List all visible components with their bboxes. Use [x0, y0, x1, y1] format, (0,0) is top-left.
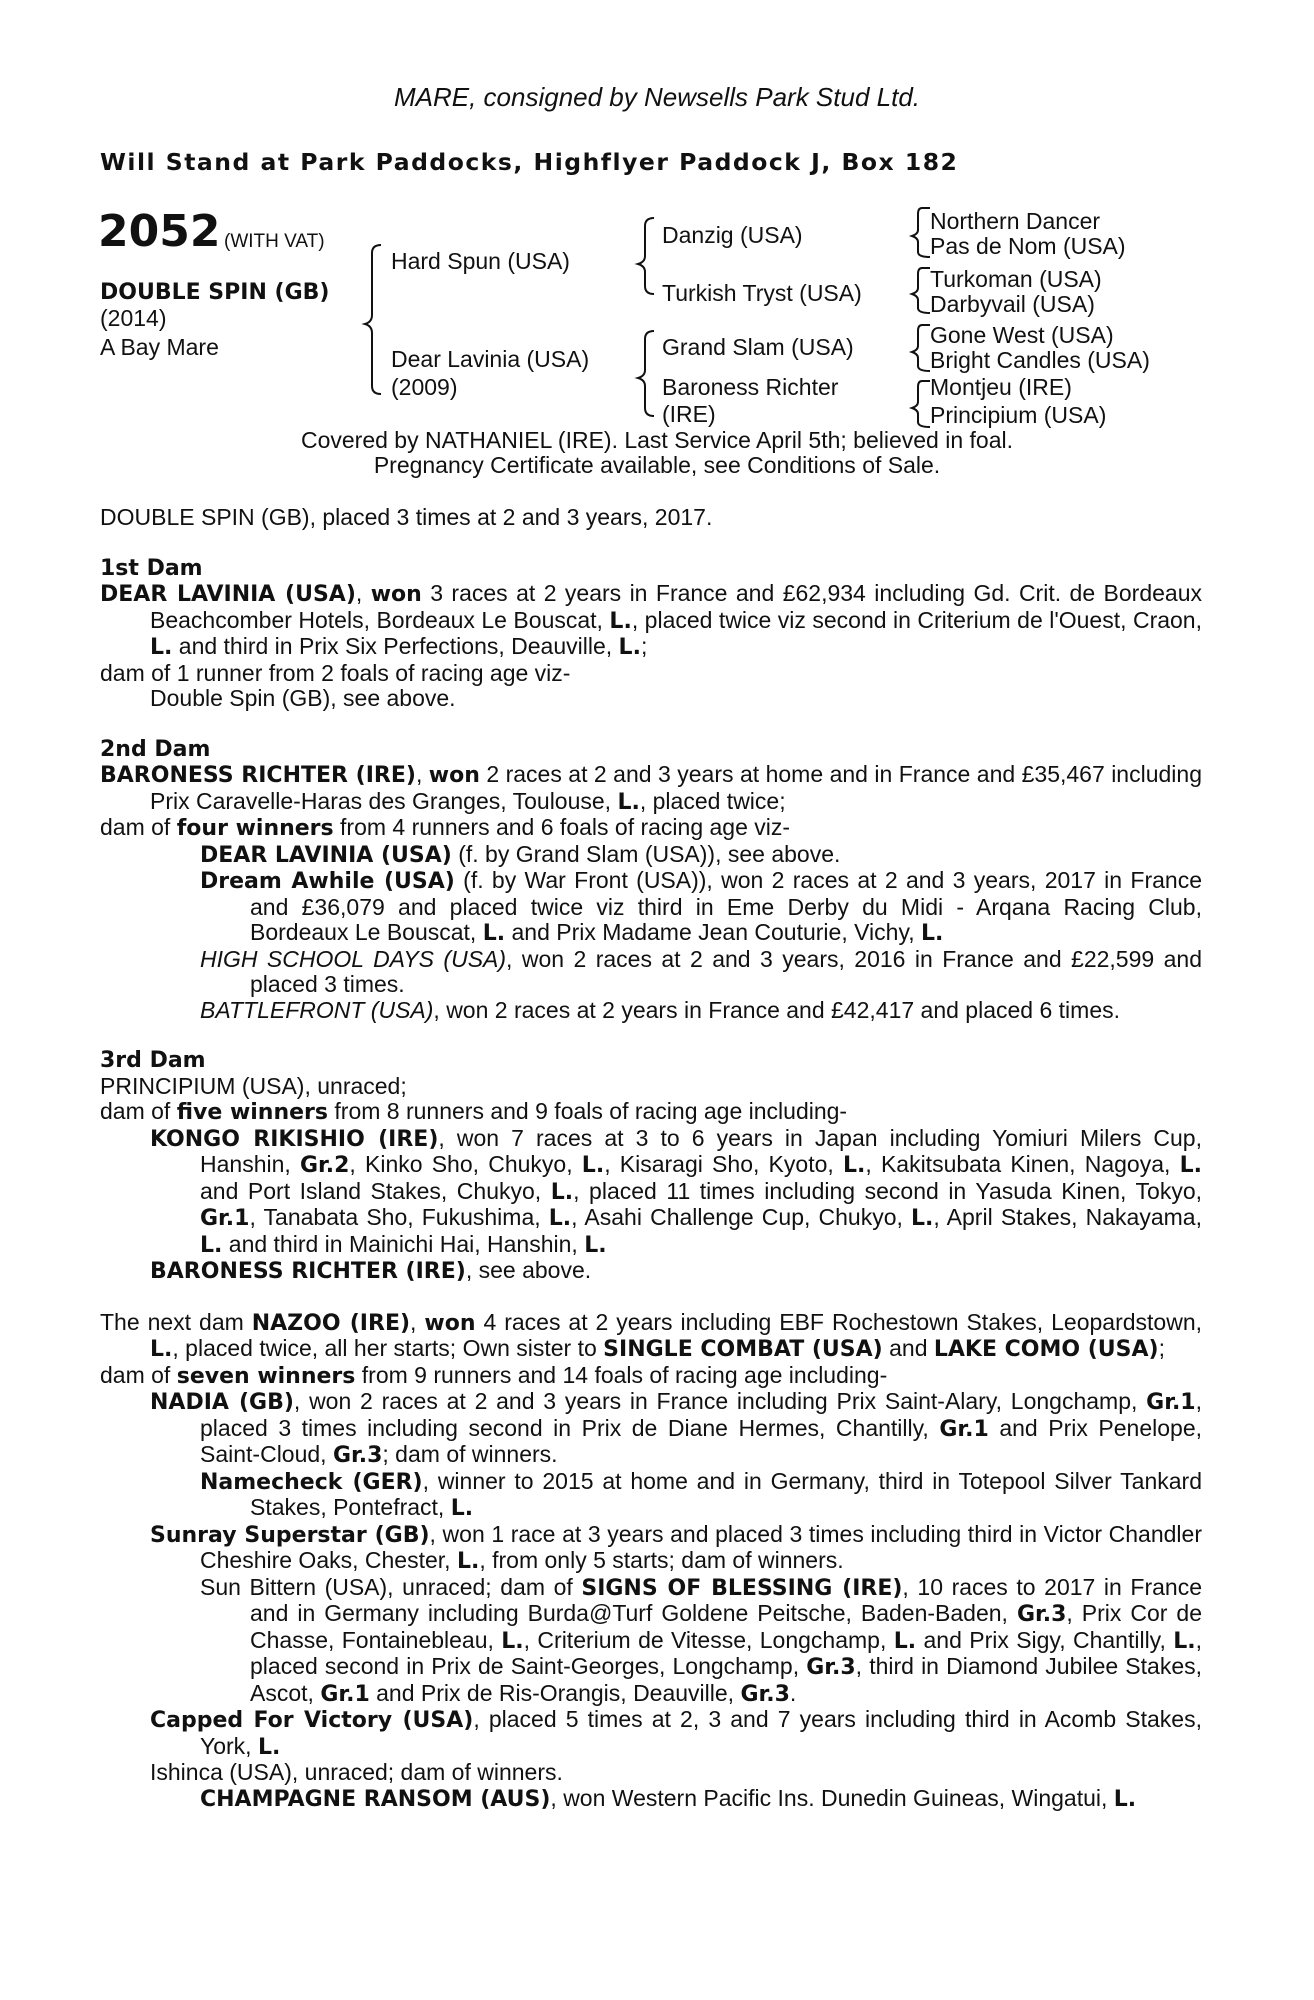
next-dam-progeny-nadia: NADIA (GB), won 2 races at 2 and 3 years in France including Prix Saint-Alary, Longchamp, Gr.1, placed 3 times including second in Prix de Diane Hermes, Chantilly, Gr.1 and Prix Penelope, Saint-Cloud, Gr.3; dam of winners. [150, 1388, 1202, 1468]
third-dam-progeny-1: KONGO RIKISHIO (IRE), won 7 races at 3 to 6 years in Japan including Yomiuri Milers Cup, Hanshin, Gr.2, Kinko Sho, Chukyo, L., Kisaragi Sho, Kyoto, L., Kakitsubata Kinen, Nagoya, L. and Port Island Stakes, Chukyo, L., placed 11 times including second in Yasuda Kinen, Tokyo, Gr.1, Tanabata Sho, Fukushima, L., Asahi Challenge Cup, Chukyo, L., April Stakes, Nakayama, L. and third in Mainichi Hai, Hanshin, L. [150, 1124, 1203, 1258]
first-dam-record: DEAR LAVINIA (USA), won 3 races at 2 years in France and £62,934 including Gd. Crit. de Bordeaux Beachcomber Hotels, Bordeaux Le Bouscat, L., placed twice viz second in Criterium de l'Ouest, Craon, L. and third in Prix Six Perfections, Deauville, L.; [100, 580, 1202, 660]
pedigree-dam-sire: Grand Slam (USA) [662, 334, 854, 360]
second-dam-produce: dam of four winners from 4 runners and 6 foals of racing age viz- [100, 814, 791, 841]
third-dam-produce: dam of five winners from 8 runners and 9 foals of racing age including- [100, 1098, 848, 1125]
pedigree-sdd: Darbyvail (USA) [930, 291, 1095, 317]
horse-year: (2014) [100, 305, 167, 331]
third-dam-heading: 3rd Dam [100, 1048, 206, 1073]
second-dam-progeny-4: BATTLEFRONT (USA), won 2 races at 2 years in France and £42,417 and placed 6 times. [200, 996, 1120, 1023]
vat-note: (WITH VAT) [224, 231, 325, 252]
next-dam-progeny-sunray: Sunray Superstar (GB), won 1 race at 3 years and placed 3 times including third in Victor Chandler Cheshire Oaks, Chester, L., from only 5 starts; dam of winners. [150, 1520, 1202, 1574]
first-dam-produce: dam of 1 runner from 2 foals of racing age viz- [100, 659, 571, 686]
pedigree-sire-sire: Danzig (USA) [662, 222, 803, 248]
pedigree-dam-year: (2009) [391, 374, 458, 400]
next-dam-progeny-champagne: CHAMPAGNE RANSOM (AUS), won Western Pacific Ins. Dunedin Guineas, Wingatui, L. [200, 1784, 1137, 1812]
third-dam-progeny-2: BARONESS RICHTER (IRE), see above. [150, 1257, 592, 1284]
stabling-location: Will Stand at Park Paddocks, Highflyer Paddock J, Box 182 [100, 148, 959, 176]
next-dam-progeny-capped: Capped For Victory (USA), placed 5 times at 2, 3 and 7 years including third in Acomb Stakes, York, L. [150, 1706, 1202, 1760]
pedigree-ddd: Principium (USA) [930, 402, 1107, 428]
catalogue-body [100, 505, 1202, 1812]
second-dam-progeny-1: DEAR LAVINIA (USA) (f. by Grand Slam (USA)), see above. [200, 840, 841, 868]
next-dam-progeny-sun-bittern: Sun Bittern (USA), unraced; dam of SIGNS OF BLESSING (IRE), 10 races to 2017 in France and in Germany including Burda@Turf Goldene Peitsche, Baden-Baden, Gr.3, Prix Cor de Chasse, Fontainebleau, L., Criterium de Vitesse, Longchamp, L. and Prix Sigy, Chantilly, L., placed second in Prix de Saint-Georges, Longchamp, Gr.3, third in Diamond Jubilee Stakes, Ascot, Gr.1 and Prix de Ris-Orangis, Deauville, Gr.3. [200, 1573, 1203, 1707]
second-dam-progeny-2: Dream Awhile (USA) (f. by War Front (USA)), won 2 races at 2 and 3 years, 2017 in France and £36,079 and placed twice viz third in Eme Derby du Midi - Arqana Racing Club, Bordeaux Le Bouscat, L. and Prix Madame Jean Couturie, Vichy, L. [200, 867, 1202, 946]
pedigree-dss: Gone West (USA) [930, 322, 1114, 348]
second-dam-record: BARONESS RICHTER (IRE), won 2 races at 2 and 3 years at home and in France and £35,467 including Prix Caravelle-Haras des Granges, Toulouse, L., placed twice; [100, 761, 1202, 815]
pedigree-brackets [0, 0, 1314, 440]
lot-number: 2052 [98, 206, 221, 257]
second-dam-heading: 2nd Dam [100, 736, 211, 762]
pedigree-dam: Dear Lavinia (USA) [391, 346, 590, 372]
pedigree-ssd: Pas de Nom (USA) [930, 233, 1126, 259]
third-dam-record: PRINCIPIUM (USA), unraced; [100, 1072, 407, 1099]
pedigree-dam-dam-country: (IRE) [662, 401, 716, 427]
next-dam-progeny-namecheck: Namecheck (GER), winner to 2015 at home and in Germany, third in Totepool Silver Tankard Stakes, Pontefract, L. [200, 1467, 1202, 1521]
first-dam-heading: 1st Dam [100, 555, 203, 581]
covering-note: Covered by NATHANIEL (IRE). Last Service April 5th; believed in foal. [300, 427, 1014, 453]
pedigree-sds: Turkoman (USA) [930, 266, 1102, 292]
horse-name: DOUBLE SPIN (GB) [100, 280, 330, 305]
next-dam-progeny-ishinca: Ishinca (USA), unraced; dam of winners. [150, 1759, 563, 1785]
pedigree-dds: Montjeu (IRE) [930, 374, 1072, 400]
pedigree-sire: Hard Spun (USA) [391, 248, 570, 274]
first-dam-foal: Double Spin (GB), see above. [150, 685, 456, 711]
pregnancy-note: Pregnancy Certificate available, see Conditions of Sale. [373, 452, 941, 478]
pedigree-dsd: Bright Candles (USA) [930, 347, 1150, 373]
horse-description: A Bay Mare [100, 334, 219, 360]
pedigree-sire-dam: Turkish Tryst (USA) [662, 280, 862, 306]
consignor-title: MARE, consigned by Newsells Park Stud Ltd. [393, 82, 921, 112]
second-dam-progeny-3: HIGH SCHOOL DAYS (USA), won 2 races at 2 and 3 years, 2016 in France and £22,599 and placed 3 times. [200, 945, 1202, 997]
next-dam-produce: dam of seven winners from 9 runners and 14 foals of racing age including- [100, 1361, 888, 1389]
race-summary: DOUBLE SPIN (GB), placed 3 times at 2 and 3 years, 2017. [100, 504, 713, 530]
next-dam-record: The next dam NAZOO (IRE), won 4 races at 2 years including EBF Rochestown Stakes, Leopardstown, L., placed twice, all her starts; Own sister to SINGLE COMBAT (USA) and LAKE COMO (USA); [100, 1308, 1203, 1362]
pedigree-sss: Northern Dancer [930, 208, 1101, 234]
pedigree-dam-dam: Baroness Richter [662, 374, 839, 400]
